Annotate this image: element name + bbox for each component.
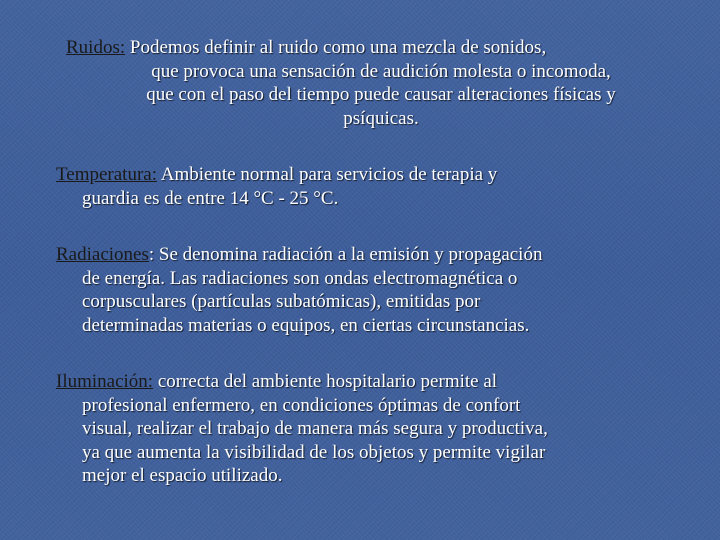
ruidos-line-4: psíquicas. bbox=[343, 107, 419, 129]
paragraph-radiaciones bbox=[56, 243, 696, 337]
radiaciones-text-1: : Se denomina radiación a la emisión y propagación bbox=[148, 244, 543, 265]
temperatura-line-2: guardia es de entre 14 °C - 25 °C. bbox=[82, 187, 339, 209]
iluminacion-line-1 bbox=[56, 370, 696, 394]
paragraph-temperatura bbox=[56, 163, 696, 210]
radiaciones-line-4: determinadas materias o equipos, en ciertas circunstancias. bbox=[82, 314, 530, 336]
temperatura-text-1: Ambiente normal para servicios de terapia y bbox=[157, 164, 498, 185]
radiaciones-line-3: corpusculares (partículas subatómicas), emitidas por bbox=[82, 291, 481, 312]
term-radiaciones: Radiaciones bbox=[56, 244, 149, 265]
iluminacion-line-5: mejor el espacio utilizado. bbox=[82, 465, 283, 486]
paragraph-ruidos bbox=[66, 36, 696, 130]
ruidos-line-1 bbox=[66, 36, 696, 60]
ruidos-text-1: Podemos definir al ruido como una mezcla de sonidos, bbox=[125, 37, 547, 58]
ruidos-line-3: que con el paso del tiempo puede causar alteraciones físicas y bbox=[146, 84, 616, 105]
paragraph-iluminacion bbox=[56, 370, 696, 488]
term-temperatura: Temperatura: bbox=[56, 164, 158, 185]
term-ruidos: Ruidos: bbox=[66, 37, 126, 58]
temperatura-line-1 bbox=[56, 163, 696, 187]
iluminacion-line-2: profesional enfermero, en condiciones óptimas de confort bbox=[82, 394, 521, 416]
iluminacion-line-3: visual, realizar el trabajo de manera más segura y productiva, bbox=[82, 418, 548, 439]
radiaciones-line-2: de energía. Las radiaciones son ondas electromagnética o bbox=[82, 267, 518, 289]
radiaciones-line-1 bbox=[56, 243, 696, 267]
iluminacion-line-4: ya que aumenta la visibilidad de los objetos y permite vigilar bbox=[82, 441, 546, 463]
term-iluminacion: Iluminación: bbox=[56, 371, 154, 392]
ruidos-line-2: que provoca una sensación de audición molesta o incomoda, bbox=[151, 60, 611, 82]
iluminacion-text-1: correcta del ambiente hospitalario permite al bbox=[153, 371, 498, 392]
